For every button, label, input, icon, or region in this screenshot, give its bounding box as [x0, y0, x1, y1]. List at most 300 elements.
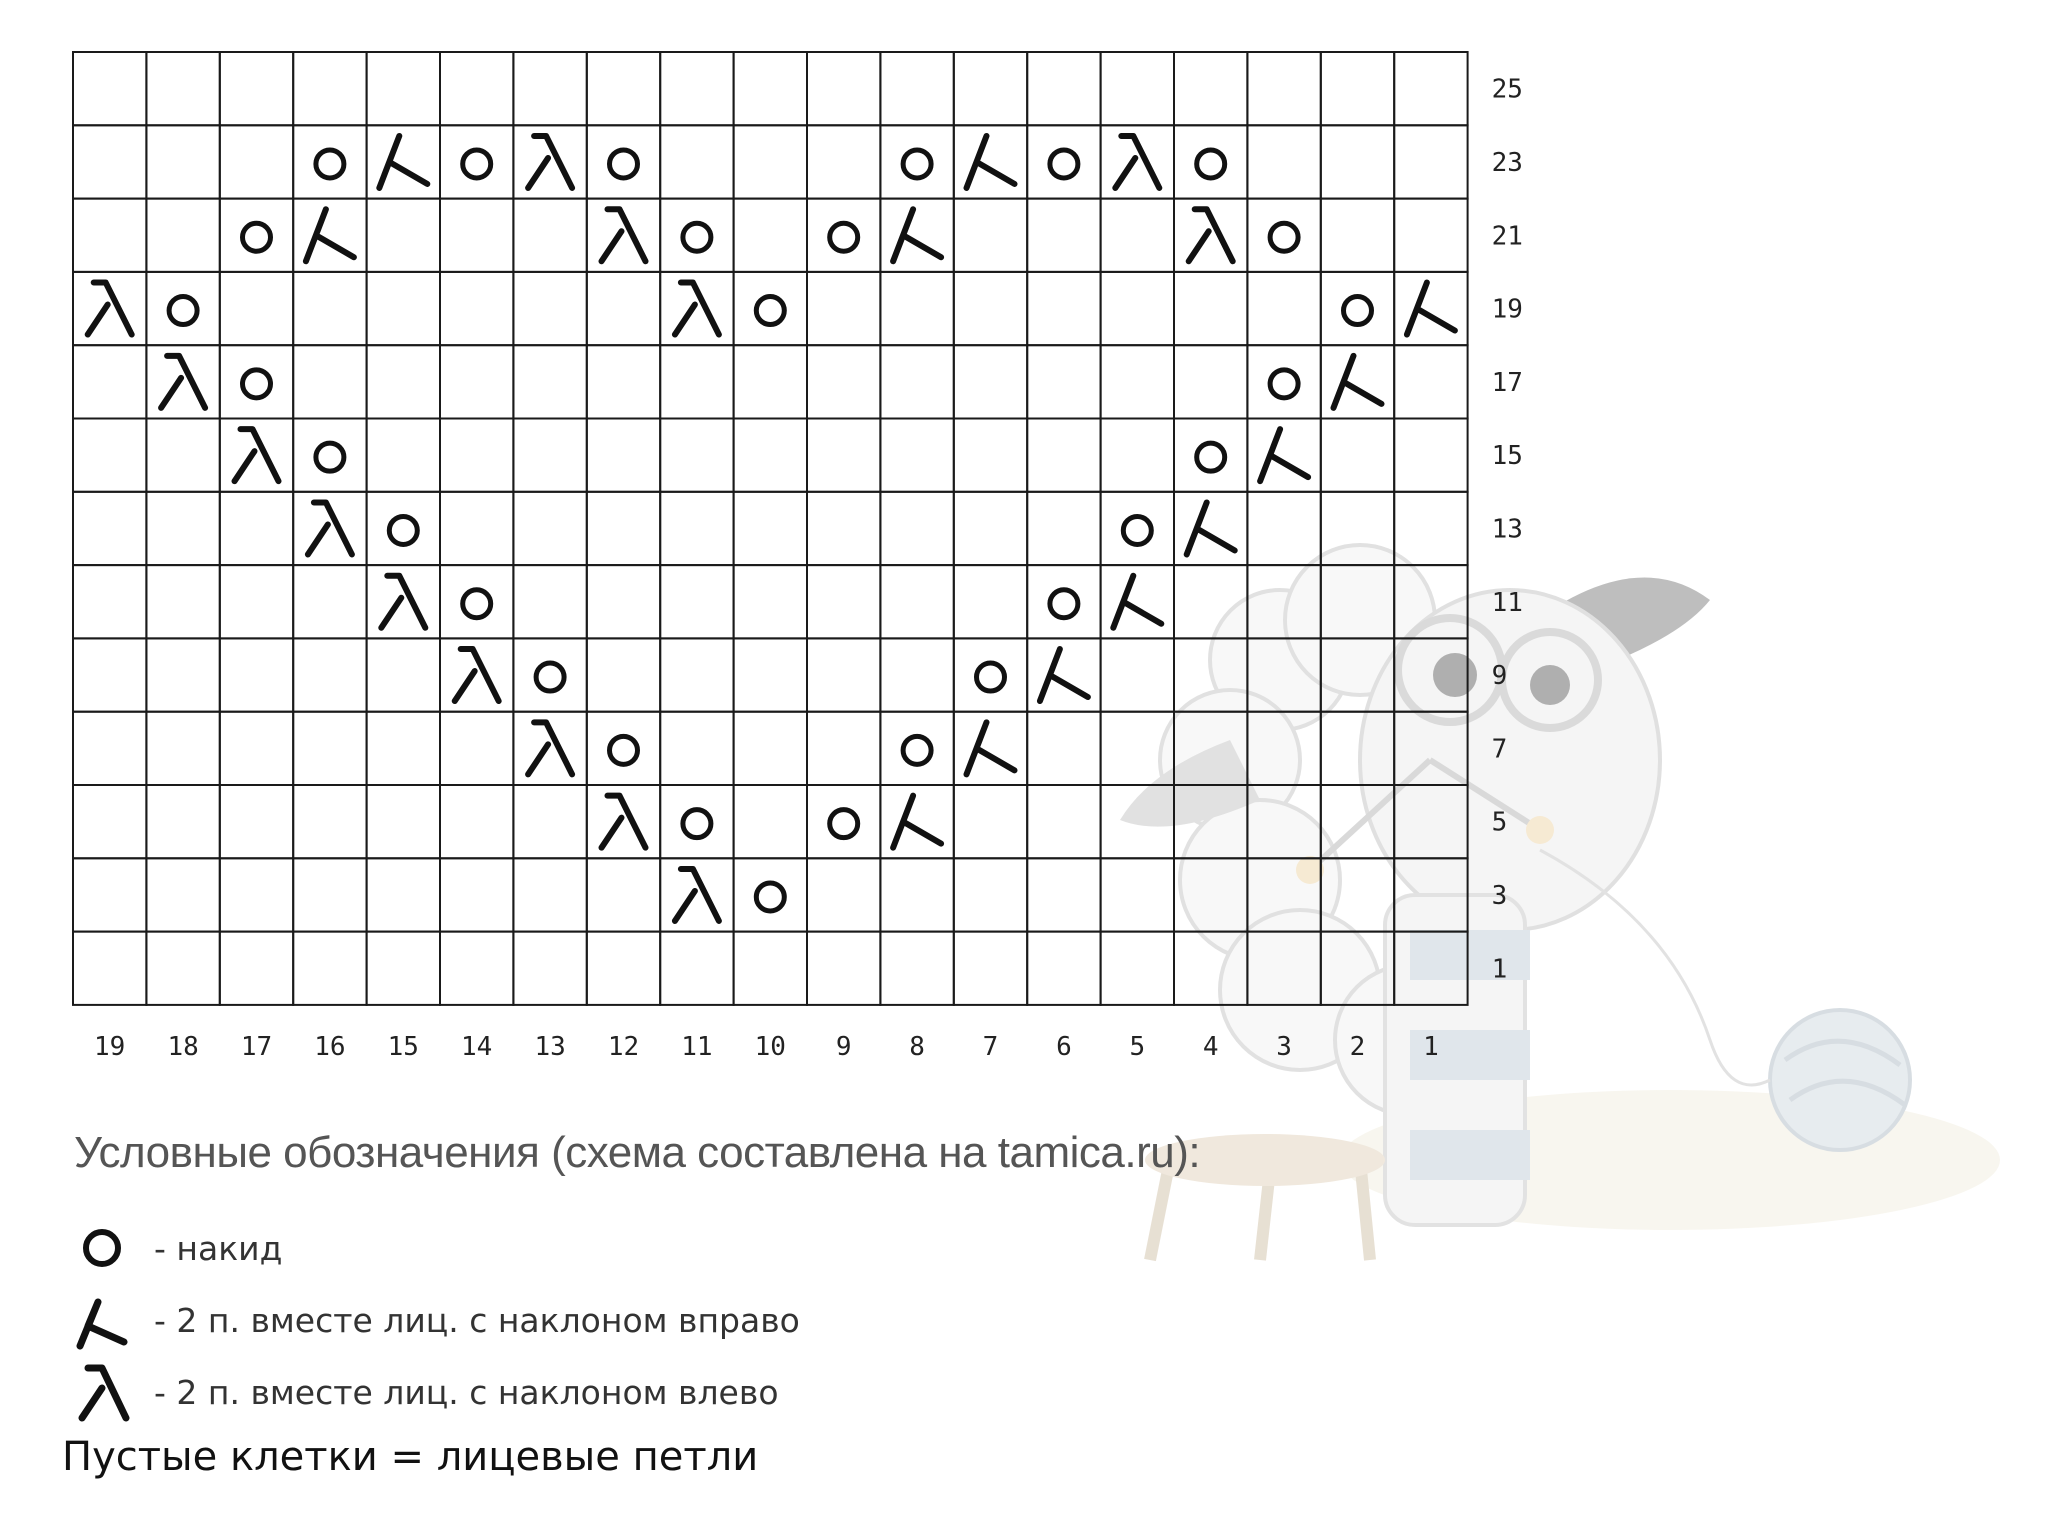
chart-cell: [954, 419, 1027, 492]
chart-cell: [1321, 638, 1394, 711]
chart-cell: [293, 712, 366, 785]
chart-cell: [293, 932, 366, 1005]
chart-cell: [880, 272, 953, 345]
chart-cell: [1174, 565, 1247, 638]
chart-cell: [73, 345, 146, 418]
chart-cell: [513, 199, 586, 272]
chart-cell: [880, 858, 953, 931]
chart-cell: [1027, 52, 1100, 125]
chart-cell: [367, 932, 440, 1005]
chart-cell: [587, 199, 660, 272]
chart-cell: [1247, 272, 1320, 345]
chart-cell: [1174, 785, 1247, 858]
yarn-over-symbol: [756, 297, 784, 325]
chart-cell: [1027, 932, 1100, 1005]
left-slant-decrease-symbol: [161, 356, 205, 408]
chart-cell: [660, 638, 733, 711]
chart-cell: [1321, 199, 1394, 272]
chart-cell: [734, 419, 807, 492]
chart-cell: [1027, 858, 1100, 931]
chart-cell: [660, 785, 733, 858]
chart-cell: [587, 858, 660, 931]
yarn-over-symbol: [243, 370, 271, 398]
chart-cell: [1321, 52, 1394, 125]
yarn-over-symbol: [243, 223, 271, 251]
chart-cell: [73, 712, 146, 785]
chart-cell: [440, 345, 513, 418]
chart-cell: [73, 52, 146, 125]
right-slant-decrease-symbol: [1407, 283, 1455, 335]
chart-cell: [1101, 52, 1174, 125]
row-label: 9: [1491, 661, 1508, 692]
right-slant-decrease-symbol: [967, 136, 1015, 188]
chart-cell: [954, 345, 1027, 418]
chart-cell: [367, 565, 440, 638]
chart-cell: [807, 345, 880, 418]
chart-cell: [660, 199, 733, 272]
chart-cell: [1027, 272, 1100, 345]
chart-cell: [73, 565, 146, 638]
chart-cell: [367, 785, 440, 858]
chart-cell: [1321, 932, 1394, 1005]
chart-cell: [954, 52, 1027, 125]
chart-cell: [1394, 419, 1467, 492]
chart-cell: [367, 712, 440, 785]
chart-cell: [1247, 345, 1320, 418]
chart-cell: [1394, 125, 1467, 198]
chart-cell: [1394, 785, 1467, 858]
column-labels: [94, 1032, 1439, 1062]
chart-cell: [880, 125, 953, 198]
chart-cell: [293, 785, 366, 858]
chart-cell: [734, 52, 807, 125]
row-label: 5: [1491, 807, 1508, 838]
chart-cell: [1321, 785, 1394, 858]
yarn-over-symbol: [683, 223, 711, 251]
chart-cell: [146, 345, 219, 418]
chart-cell: [73, 932, 146, 1005]
chart-cell: [293, 565, 366, 638]
yarn-over-symbol: [1270, 223, 1298, 251]
row-label: 25: [1491, 74, 1523, 105]
chart-cell: [1101, 858, 1174, 931]
chart-cell: [587, 419, 660, 492]
chart-cell: [880, 419, 953, 492]
chart-cell: [367, 52, 440, 125]
chart-cell: [587, 492, 660, 565]
row-label: 21: [1491, 221, 1523, 252]
row-label: 7: [1491, 734, 1508, 765]
chart-cell: [513, 419, 586, 492]
chart-cell: [807, 858, 880, 931]
chart-cell: [220, 932, 293, 1005]
chart-cell: [440, 785, 513, 858]
legend-item-k2tog-left: [74, 1362, 779, 1422]
chart-cell: [146, 858, 219, 931]
chart-cell: [440, 932, 513, 1005]
right-slant-decrease-symbol: [1334, 356, 1382, 408]
chart-cell: [220, 272, 293, 345]
column-label: 9: [835, 1031, 852, 1062]
chart-cell: [660, 52, 733, 125]
yarn-over-symbol: [830, 810, 858, 838]
right-slant-decrease-symbol: [306, 209, 354, 261]
chart-cell: [220, 638, 293, 711]
chart-cell: [1027, 785, 1100, 858]
column-label: 1: [1423, 1031, 1439, 1062]
chart-cell: [1394, 858, 1467, 931]
chart-cell: [807, 52, 880, 125]
left-slant-decrease-symbol: [528, 136, 572, 188]
chart-cell: [293, 52, 366, 125]
chart-cell: [146, 492, 219, 565]
legend-item-yo: [74, 1218, 282, 1278]
chart-cell: [220, 712, 293, 785]
chart-cell: [513, 932, 586, 1005]
chart-cell: [1321, 492, 1394, 565]
left-slant-decrease-symbol: [381, 576, 425, 628]
chart-cell: [1101, 345, 1174, 418]
chart-cell: [293, 858, 366, 931]
chart-cell: [1394, 932, 1467, 1005]
yarn-over-symbol: [610, 736, 638, 764]
chart-cell: [734, 785, 807, 858]
chart-cell: [1027, 492, 1100, 565]
chart-cell: [220, 52, 293, 125]
chart-cell: [734, 345, 807, 418]
chart-cell: [807, 125, 880, 198]
chart-cell: [954, 492, 1027, 565]
chart-cell: [1027, 712, 1100, 785]
chart-cell: [734, 932, 807, 1005]
chart-cell: [734, 492, 807, 565]
chart-cell: [513, 125, 586, 198]
chart-cell: [1101, 932, 1174, 1005]
chart-cell: [880, 565, 953, 638]
chart-cell: [807, 932, 880, 1005]
chart-cell: [1101, 638, 1174, 711]
chart-cell: [807, 565, 880, 638]
chart-cell: [954, 638, 1027, 711]
row-label: 15: [1491, 441, 1523, 472]
chart-cell: [440, 419, 513, 492]
chart-cell: [1174, 712, 1247, 785]
chart-cell: [146, 638, 219, 711]
chart-cell: [807, 785, 880, 858]
chart-cell: [146, 932, 219, 1005]
chart-cell: [1321, 712, 1394, 785]
chart-cell: [220, 492, 293, 565]
chart-cell: [513, 858, 586, 931]
chart-cell: [660, 712, 733, 785]
chart-cell: [1247, 52, 1320, 125]
chart-cell: [146, 125, 219, 198]
chart-cell: [1174, 638, 1247, 711]
chart-cell: [587, 712, 660, 785]
row-label: 11: [1491, 587, 1523, 618]
chart-cell: [587, 565, 660, 638]
column-label: 16: [314, 1031, 346, 1062]
chart-cell: [880, 52, 953, 125]
chart-cell: [1101, 199, 1174, 272]
chart-cell: [146, 419, 219, 492]
chart-cell: [293, 492, 366, 565]
chart-cell: [954, 932, 1027, 1005]
chart-cell: [220, 345, 293, 418]
chart-cell: [807, 419, 880, 492]
chart-cell: [1101, 419, 1174, 492]
chart-cell: [660, 858, 733, 931]
chart-cell: [440, 638, 513, 711]
left-slant-decrease-symbol: [455, 649, 499, 701]
chart-cell: [1247, 712, 1320, 785]
chart-cell: [220, 199, 293, 272]
chart-cell: [146, 199, 219, 272]
yarn-over-symbol: [830, 223, 858, 251]
yarn-over-symbol: [316, 443, 344, 471]
chart-cell: [367, 638, 440, 711]
chart-cell: [440, 52, 513, 125]
column-label: 12: [607, 1031, 640, 1062]
chart-cell: [1394, 712, 1467, 785]
chart-cell: [146, 272, 219, 345]
chart-cell: [734, 199, 807, 272]
column-label: 7: [982, 1031, 999, 1062]
chart-cell: [954, 565, 1027, 638]
chart-cell: [1027, 199, 1100, 272]
chart-cell: [146, 785, 219, 858]
chart-cell: [660, 565, 733, 638]
right-slant-decrease-symbol: [1040, 649, 1088, 701]
chart-cell: [1247, 785, 1320, 858]
chart-cell: [1027, 125, 1100, 198]
right-slant-decrease-symbol: [893, 209, 941, 261]
column-label: 10: [754, 1031, 786, 1062]
left-slant-decrease-symbol: [675, 283, 719, 335]
chart-cell: [440, 858, 513, 931]
chart-cell: [367, 858, 440, 931]
chart-cell: [1394, 345, 1467, 418]
chart-cell: [1394, 565, 1467, 638]
chart-cell: [1247, 638, 1320, 711]
yarn-over-symbol: [1123, 516, 1151, 544]
chart-cell: [293, 638, 366, 711]
chart-cell: [513, 638, 586, 711]
chart-cell: [587, 52, 660, 125]
yarn-over-symbol: [169, 297, 197, 325]
chart-cell: [1247, 565, 1320, 638]
left-slant-decrease-symbol: [308, 502, 352, 554]
chart-cell: [73, 419, 146, 492]
legend-item-k2tog-right: [74, 1290, 800, 1350]
chart-cell: [1321, 419, 1394, 492]
chart-cell: [1247, 492, 1320, 565]
chart-cell: [1174, 199, 1247, 272]
chart-cell: [660, 492, 733, 565]
chart-cell: [293, 419, 366, 492]
right-slant-decrease-symbol: [1260, 429, 1308, 481]
left-slant-decrease-symbol: [235, 429, 279, 481]
chart-cell: [367, 345, 440, 418]
row-label: 13: [1491, 514, 1523, 545]
chart-cell: [1174, 272, 1247, 345]
chart-cell: [1247, 199, 1320, 272]
chart-cell: [73, 785, 146, 858]
row-label: 3: [1491, 880, 1508, 911]
chart-cell: [146, 565, 219, 638]
chart-cell: [73, 272, 146, 345]
column-label: 19: [94, 1031, 126, 1062]
chart-cell: [734, 858, 807, 931]
legend-title: Условные обозначения (схема составлена на tamica.ru):: [74, 1128, 1201, 1177]
chart-cell: [660, 932, 733, 1005]
chart-cell: [1247, 858, 1320, 931]
chart-cell: [1101, 272, 1174, 345]
chart-cell: [1394, 638, 1467, 711]
chart-cell: [513, 492, 586, 565]
chart-cell: [367, 199, 440, 272]
chart-cell: [513, 345, 586, 418]
left-slant-decrease-symbol: [528, 722, 572, 774]
yarn-over-symbol: [977, 663, 1005, 691]
chart-cell: [880, 712, 953, 785]
right-slant-decrease-symbol: [967, 722, 1015, 774]
chart-cell: [954, 785, 1027, 858]
chart-cell: [220, 419, 293, 492]
right-slant-decrease-symbol: [1113, 576, 1161, 628]
chart-cell: [807, 492, 880, 565]
column-label: 6: [1056, 1031, 1072, 1062]
chart-cell: [513, 272, 586, 345]
chart-cell: [220, 858, 293, 931]
chart-cell: [954, 272, 1027, 345]
row-label: 17: [1491, 367, 1523, 398]
column-label: 13: [534, 1031, 566, 1062]
yarn-over-symbol: [316, 150, 344, 178]
yarn-over-symbol: [463, 590, 491, 618]
chart-cell: [807, 272, 880, 345]
chart-cell: [73, 125, 146, 198]
column-label: 17: [240, 1031, 273, 1062]
chart-cell: [1394, 199, 1467, 272]
row-labels: [1492, 75, 1523, 985]
chart-cell: [293, 272, 366, 345]
chart-cell: [513, 565, 586, 638]
chart-cell: [587, 785, 660, 858]
left-slant-decrease-symbol: [602, 209, 646, 261]
circle-icon: [74, 1218, 154, 1278]
chart-cell: [1174, 419, 1247, 492]
chart-cell: [513, 712, 586, 785]
chart-cell: [880, 932, 953, 1005]
legend-label-k2tog-right: - 2 п. вместе лиц. с наклоном вправо: [154, 1300, 800, 1340]
chart-cell: [1101, 712, 1174, 785]
right-slant-decrease-symbol: [1187, 502, 1235, 554]
chart-cell: [293, 345, 366, 418]
chart-cell: [1101, 785, 1174, 858]
chart-cell: [734, 712, 807, 785]
chart-cell: [1247, 125, 1320, 198]
chart-cell: [954, 199, 1027, 272]
chart-cell: [734, 272, 807, 345]
left-slant-decrease-symbol: [602, 796, 646, 848]
chart-cell: [440, 125, 513, 198]
chart-cell: [367, 492, 440, 565]
column-label: 15: [387, 1031, 419, 1062]
yarn-over-symbol: [683, 810, 711, 838]
chart-cell: [73, 638, 146, 711]
yarn-over-symbol: [610, 150, 638, 178]
right-slant-decrease-icon: [74, 1290, 154, 1350]
chart-cell: [1321, 565, 1394, 638]
chart-cell: [367, 272, 440, 345]
yarn-over-symbol: [1197, 443, 1225, 471]
column-label: 8: [909, 1031, 925, 1062]
chart-cell: [440, 199, 513, 272]
yarn-over-symbol: [389, 516, 417, 544]
chart-cell: [146, 52, 219, 125]
chart-cell: [1321, 272, 1394, 345]
chart-cell: [1174, 932, 1247, 1005]
chart-cell: [1174, 125, 1247, 198]
right-slant-decrease-symbol: [893, 796, 941, 848]
left-slant-decrease-icon: [74, 1362, 154, 1422]
column-label: 18: [167, 1031, 199, 1062]
chart-cell: [1174, 52, 1247, 125]
column-label: 4: [1202, 1031, 1219, 1062]
chart-cell: [660, 272, 733, 345]
chart-grid: [73, 52, 1468, 1005]
chart-cell: [1174, 345, 1247, 418]
chart-cell: [440, 272, 513, 345]
chart-cell: [587, 638, 660, 711]
chart-cell: [1027, 565, 1100, 638]
chart-cell: [146, 712, 219, 785]
chart-cell: [734, 565, 807, 638]
legend-label-k2tog-left: - 2 п. вместе лиц. с наклоном влево: [154, 1372, 779, 1412]
column-label: 14: [461, 1031, 493, 1062]
empty-cells-note: Пустые клетки = лицевые петли: [62, 1434, 759, 1480]
column-label: 3: [1276, 1031, 1292, 1062]
chart-cell: [1027, 345, 1100, 418]
row-label: 23: [1491, 147, 1523, 178]
yarn-over-symbol: [1197, 150, 1225, 178]
column-label: 2: [1349, 1031, 1366, 1062]
chart-cell: [734, 125, 807, 198]
chart-cell: [587, 932, 660, 1005]
column-label: 5: [1129, 1031, 1146, 1062]
chart-cell: [1321, 125, 1394, 198]
chart-cell: [807, 712, 880, 785]
chart-cell: [954, 858, 1027, 931]
chart-cell: [734, 638, 807, 711]
yarn-over-symbol: [1050, 150, 1078, 178]
chart-cell: [1321, 858, 1394, 931]
chart-cell: [660, 419, 733, 492]
yarn-over-symbol: [1270, 370, 1298, 398]
chart-cell: [880, 345, 953, 418]
chart-cell: [73, 199, 146, 272]
chart-cell: [440, 565, 513, 638]
yarn-over-symbol: [903, 150, 931, 178]
yarn-over-symbol: [1344, 297, 1372, 325]
left-slant-decrease-symbol: [675, 869, 719, 921]
row-label: 19: [1491, 294, 1523, 325]
chart-cell: [440, 712, 513, 785]
chart-cell: [367, 419, 440, 492]
chart-cell: [220, 785, 293, 858]
yarn-over-symbol: [536, 663, 564, 691]
